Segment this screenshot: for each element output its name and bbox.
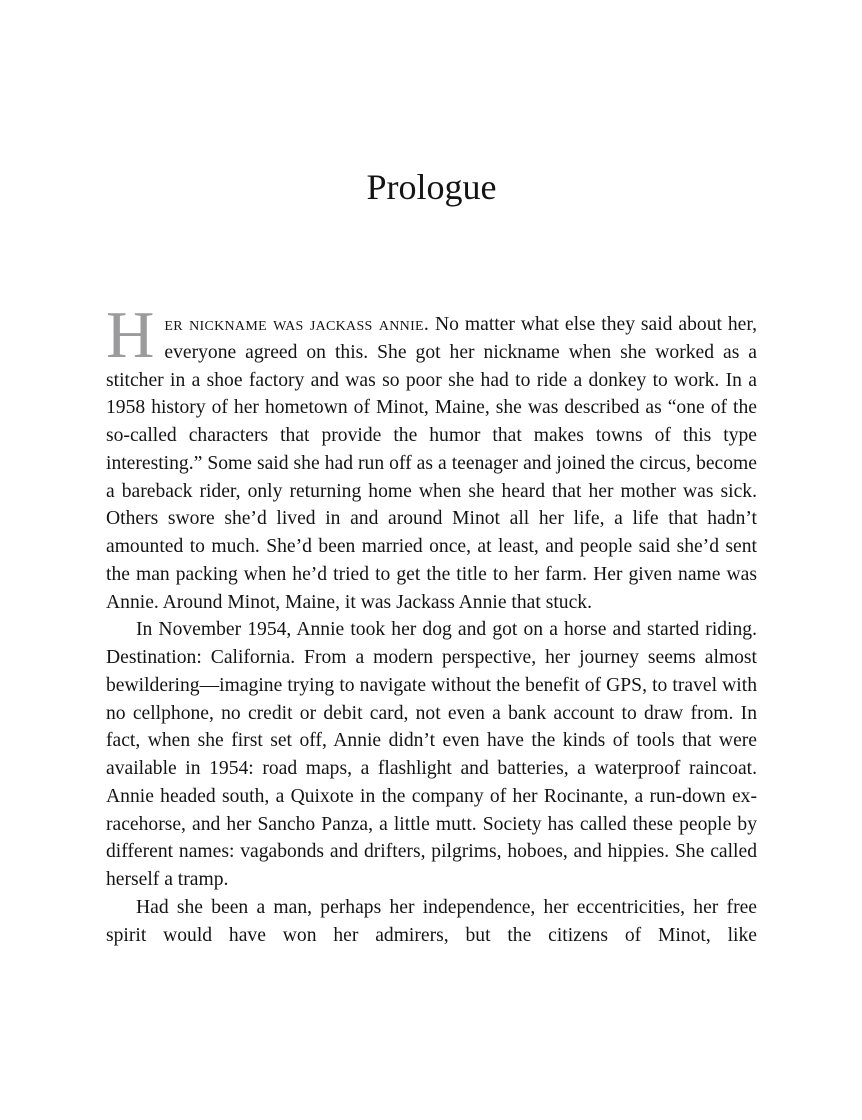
chapter-title: Prologue bbox=[366, 167, 497, 207]
lead-smallcaps: er nickname was jackass annie. bbox=[164, 314, 430, 335]
paragraph: Had she been a man, perhaps her independence, her eccentricities, her free spirit would have won her admirers, but the citizens of Minot, like bbox=[106, 896, 757, 946]
paragraph-opening bbox=[106, 298, 757, 616]
paragraph-text: No matter what else they said about her, everyone agreed on this. She got her nickname when she worked as a stitcher in a shoe factory and was so poor she had to ride a donkey to work. In a 1958 history of her hometown of Minot, Maine, she was described as “one of the so-called characters that provide the humor that makes towns of this type interesting.” Some said she had run off as a teenager and joined the circus, become a bareback rider, only returning home when she heard that her mother was sick. Others swore she’d lived in and around Minot all her life, a life that hadn’t amounted to much. She’d been married once, at least, and people said she’d sent the man packing when he’d tried to get the title to her farm. Her given name was Annie. Around Minot, Maine, it was Jackass Annie that stuck. bbox=[106, 314, 757, 613]
dropcap-letter: H bbox=[106, 298, 155, 372]
chapter-body bbox=[106, 298, 757, 949]
paragraph: In November 1954, Annie took her dog and got on a horse and started riding. Destination: California. From a modern perspective, her journey seems almost bewildering—imagine trying to navigate without the benefit of GPS, to travel with no cellphone, no credit or debit card, not even a bank account to draw from. In fact, when she first set off, Annie didn’t even have the kinds of tools that were available in 1954: road maps, a flashlight and batteries, a waterproof raincoat. Annie headed south, a Quixote in the company of her Rocinante, a run-down ex-racehorse, and her Sancho Panza, a little mutt. Society has called these people by different names: vagabonds and drifters, pilgrims, hoboes, and hippies. She called herself a tramp. bbox=[106, 619, 757, 890]
